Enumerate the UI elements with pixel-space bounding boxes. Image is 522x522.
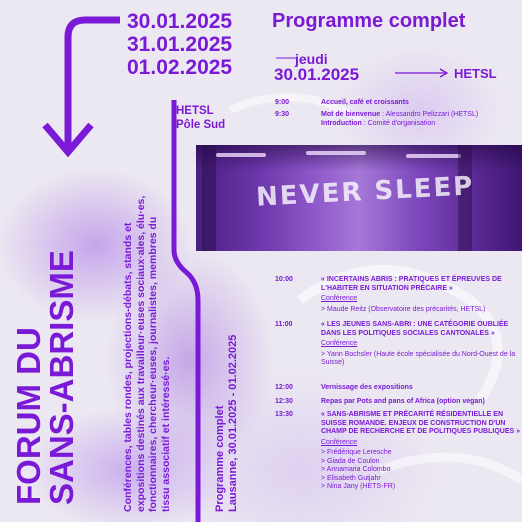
schedule-title: Mot de bienvenue xyxy=(321,111,381,118)
venue-photo xyxy=(196,145,522,251)
schedule-content xyxy=(321,411,521,492)
event-description: Conférences, tables rondes, projections-débats, stands et expositions destinés aux travailleur·euses sociaux·ales, élu·es, fonctionnaires, chercheur·euses, journalistes, membres du tissu associatif et intéressé·es. xyxy=(122,195,172,512)
schedule-time: 10:00 xyxy=(275,276,293,283)
schedule-time: 12:00 xyxy=(275,384,293,391)
day-date: 30.01.2025 xyxy=(274,65,360,84)
schedule-type: Conférence xyxy=(321,340,358,347)
schedule-detail: : Alessandro Pelizzari (HETSL) xyxy=(382,111,479,118)
footer-line-2: Lausanne, 30.01.2025 - 01.02.2025 xyxy=(227,334,239,512)
forum-title-line-2: SANS-ABRISME xyxy=(43,250,80,505)
divider-line xyxy=(174,100,198,522)
photo-ceiling xyxy=(196,145,522,171)
speaker: > Elisabeth Gutjahr xyxy=(321,474,381,482)
forum-title-line-1: FORUM DU xyxy=(10,327,47,505)
schedule-title: « SANS-ABRISME ET PRÉCARITÉ RÉSIDENTIELLE EN SUISSE ROMANDE. ENJEUX DE CONSTRUCTION D'UN CHAMP DE RECHERCHE ET DE POLITIQUES PUBLIQUES » xyxy=(321,411,521,435)
schedule-title: « LES JEUNES SANS-ABRI : UNE CATÉGORIE OUBLIÉE DANS LES POLITIQUES SOCIALES CANTONALES » xyxy=(321,321,509,337)
schedule-time: 9:30 xyxy=(275,111,290,118)
down-arrow-line xyxy=(68,20,120,150)
day-label: jeudi xyxy=(295,51,328,67)
schedule-title-2: Introduction xyxy=(321,119,362,127)
date-2: 31.01.2025 xyxy=(127,33,233,56)
schedule-title: Vernissage des expositions xyxy=(321,384,413,391)
schedule-content xyxy=(321,111,521,128)
schedule-time: 11:00 xyxy=(275,321,293,328)
schedule-title: Accueil, café et croissants xyxy=(321,99,409,106)
speaker: > Frédérique Leresche xyxy=(321,449,392,456)
schedule-time: 12:30 xyxy=(275,398,293,405)
schedule-type: Conférence xyxy=(321,438,358,446)
arrow-to-hetsl-head xyxy=(440,69,447,77)
schedule-detail-2: : Comité d'organisation xyxy=(363,119,436,127)
schedule-time: 13:30 xyxy=(275,411,293,418)
venue-line-1: HETSL xyxy=(176,105,214,117)
schedule-content xyxy=(321,276,521,314)
speaker: > Yann Bochsler (Haute école spécialisée du Nord-Ouest de la Suisse) xyxy=(321,350,516,366)
schedule-content xyxy=(321,321,521,368)
event-dates xyxy=(127,10,232,79)
neon-sign: NEVER SLEEP xyxy=(255,171,475,213)
venue xyxy=(176,104,225,132)
programme-title: Programme complet xyxy=(272,10,466,32)
schedule-title: « INCERTAINS ABRIS : PRATIQUES ET ÉPREUVES DE L'HABITER EN SITUATION PRÉCAIRE » xyxy=(321,276,502,292)
down-arrow-head xyxy=(45,125,91,152)
speaker: > Giada de Coulon xyxy=(321,457,380,465)
photo-lamp xyxy=(216,153,266,157)
venue-line-2: Pôle Sud xyxy=(176,119,226,131)
speaker: > Annamaria Colombo xyxy=(321,466,391,473)
date-1: 30.01.2025 xyxy=(127,10,233,33)
schedule-title: Repas par Pots and pans of Africa (option vegan) xyxy=(321,398,485,405)
speaker: > Nina Jany (HETS-FR) xyxy=(321,483,396,490)
forum-title xyxy=(12,250,78,505)
photo-lamp xyxy=(306,151,366,155)
footer-line-1: Programme complet xyxy=(214,405,226,512)
footer xyxy=(214,335,240,512)
speaker: > Maude Reitz (Observatoire des précarités, HETSL) xyxy=(321,305,486,313)
schedule-type: Conférence xyxy=(321,295,358,302)
photo-lamp xyxy=(406,154,461,158)
photo-pillar xyxy=(202,145,216,251)
date-3: 01.02.2025 xyxy=(127,56,233,79)
place-tag: HETSL xyxy=(454,66,497,81)
schedule-time: 9:00 xyxy=(275,99,290,106)
